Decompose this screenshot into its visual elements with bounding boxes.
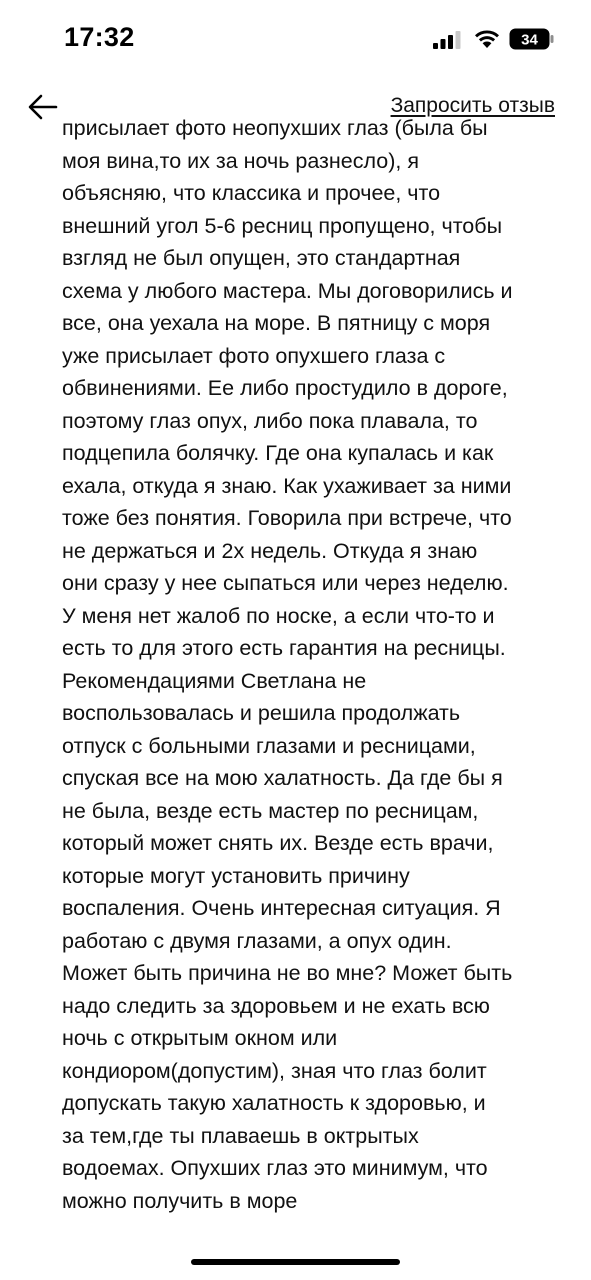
- review-text-line: обвинениями. Ее либо простудило в дороге,: [62, 376, 508, 400]
- review-text-line: допускать такую халатность к здоровью, и: [62, 1091, 486, 1115]
- review-text-line: моя вина,то их за ночь разнесло), я: [62, 148, 419, 173]
- status-time: 17:32: [64, 22, 135, 52]
- request-review-link[interactable]: Запросить отзыв: [390, 94, 555, 117]
- review-text-line: водоемах. Опухших глаз это минимум, что: [62, 1156, 488, 1180]
- wifi-icon: [474, 29, 500, 49]
- review-text-line: который может снять их. Везде есть врачи,: [62, 831, 494, 855]
- review-text-viewport[interactable]: [0, 116, 591, 1252]
- review-text-line: схема у любого мастера. Мы договорились и: [62, 278, 513, 303]
- home-indicator[interactable]: [191, 1259, 400, 1265]
- review-text-line: они сразу у нее сыпаться или через неделю.: [62, 571, 509, 595]
- review-text-line: работаю с двумя глазами, а опух один.: [62, 928, 452, 953]
- review-text-line: взгляд не был опущен, это стандартная: [62, 246, 461, 270]
- review-text-line: присылает фото неопухших глаз (была бы: [62, 116, 488, 140]
- status-bar: [0, 0, 591, 80]
- review-text-line: кондиором(допустим), зная что глаз болит: [62, 1058, 487, 1083]
- back-button[interactable]: [24, 88, 62, 126]
- review-text-line: есть то для этого есть гарантия на ресницы.: [62, 636, 506, 660]
- review-text-line: за тем,где ты плаваешь в октрытых: [62, 1123, 419, 1148]
- review-text-line: спуская все на мою халатность. Да где бы я: [62, 766, 503, 790]
- review-text-line: ехала, откуда я знаю. Как ухаживает за ними: [62, 473, 512, 498]
- review-text-line: можно получить в море: [62, 1188, 298, 1213]
- review-text-line: тоже без понятия. Говорила при встрече, что: [62, 506, 512, 530]
- signal-icon: [433, 31, 461, 49]
- review-text-line: ночь с открытым окном или: [62, 1026, 338, 1050]
- review-text-line: не была, везде есть мастер по ресницам,: [62, 798, 479, 823]
- review-text-line: воспользовалась и решила продолжать: [62, 701, 461, 725]
- review-text: [62, 112, 562, 1217]
- review-text-line: подцепила болячку. Где она купалась и как: [62, 441, 494, 465]
- review-text-line: уже присылает фото опухшего глаза с: [62, 343, 446, 368]
- review-text-line: не держаться и 2х недель. Откуда я знаю: [62, 538, 478, 563]
- review-text-line: отпуск с больными глазами и ресницами,: [62, 733, 476, 758]
- review-text-line: Может быть причина не во мне? Может быть: [62, 961, 513, 985]
- review-text-line: Рекомендациями Светлана не: [62, 668, 367, 693]
- review-text-line: которые могут установить причину: [62, 863, 410, 888]
- review-text-line: надо следить за здоровьем и не ехать всю: [62, 993, 490, 1018]
- battery-level: 34: [521, 31, 538, 49]
- arrow-left-icon: [28, 94, 58, 120]
- review-text-line: внешний угол 5-6 ресниц пропущено, чтобы: [62, 213, 503, 238]
- review-text-line: все, она уехала на море. В пятницу с моря: [62, 311, 491, 335]
- battery-icon: [509, 28, 554, 50]
- review-text-line: У меня нет жалоб по носке, а если что-то и: [62, 603, 495, 628]
- review-text-line: поэтому глаз опух, либо пока плавала, то: [62, 408, 478, 433]
- review-text-line: воспаления. Очень интересная ситуация. Я: [62, 896, 501, 920]
- review-text-line: объясняю, что классика и прочее, что: [62, 181, 441, 205]
